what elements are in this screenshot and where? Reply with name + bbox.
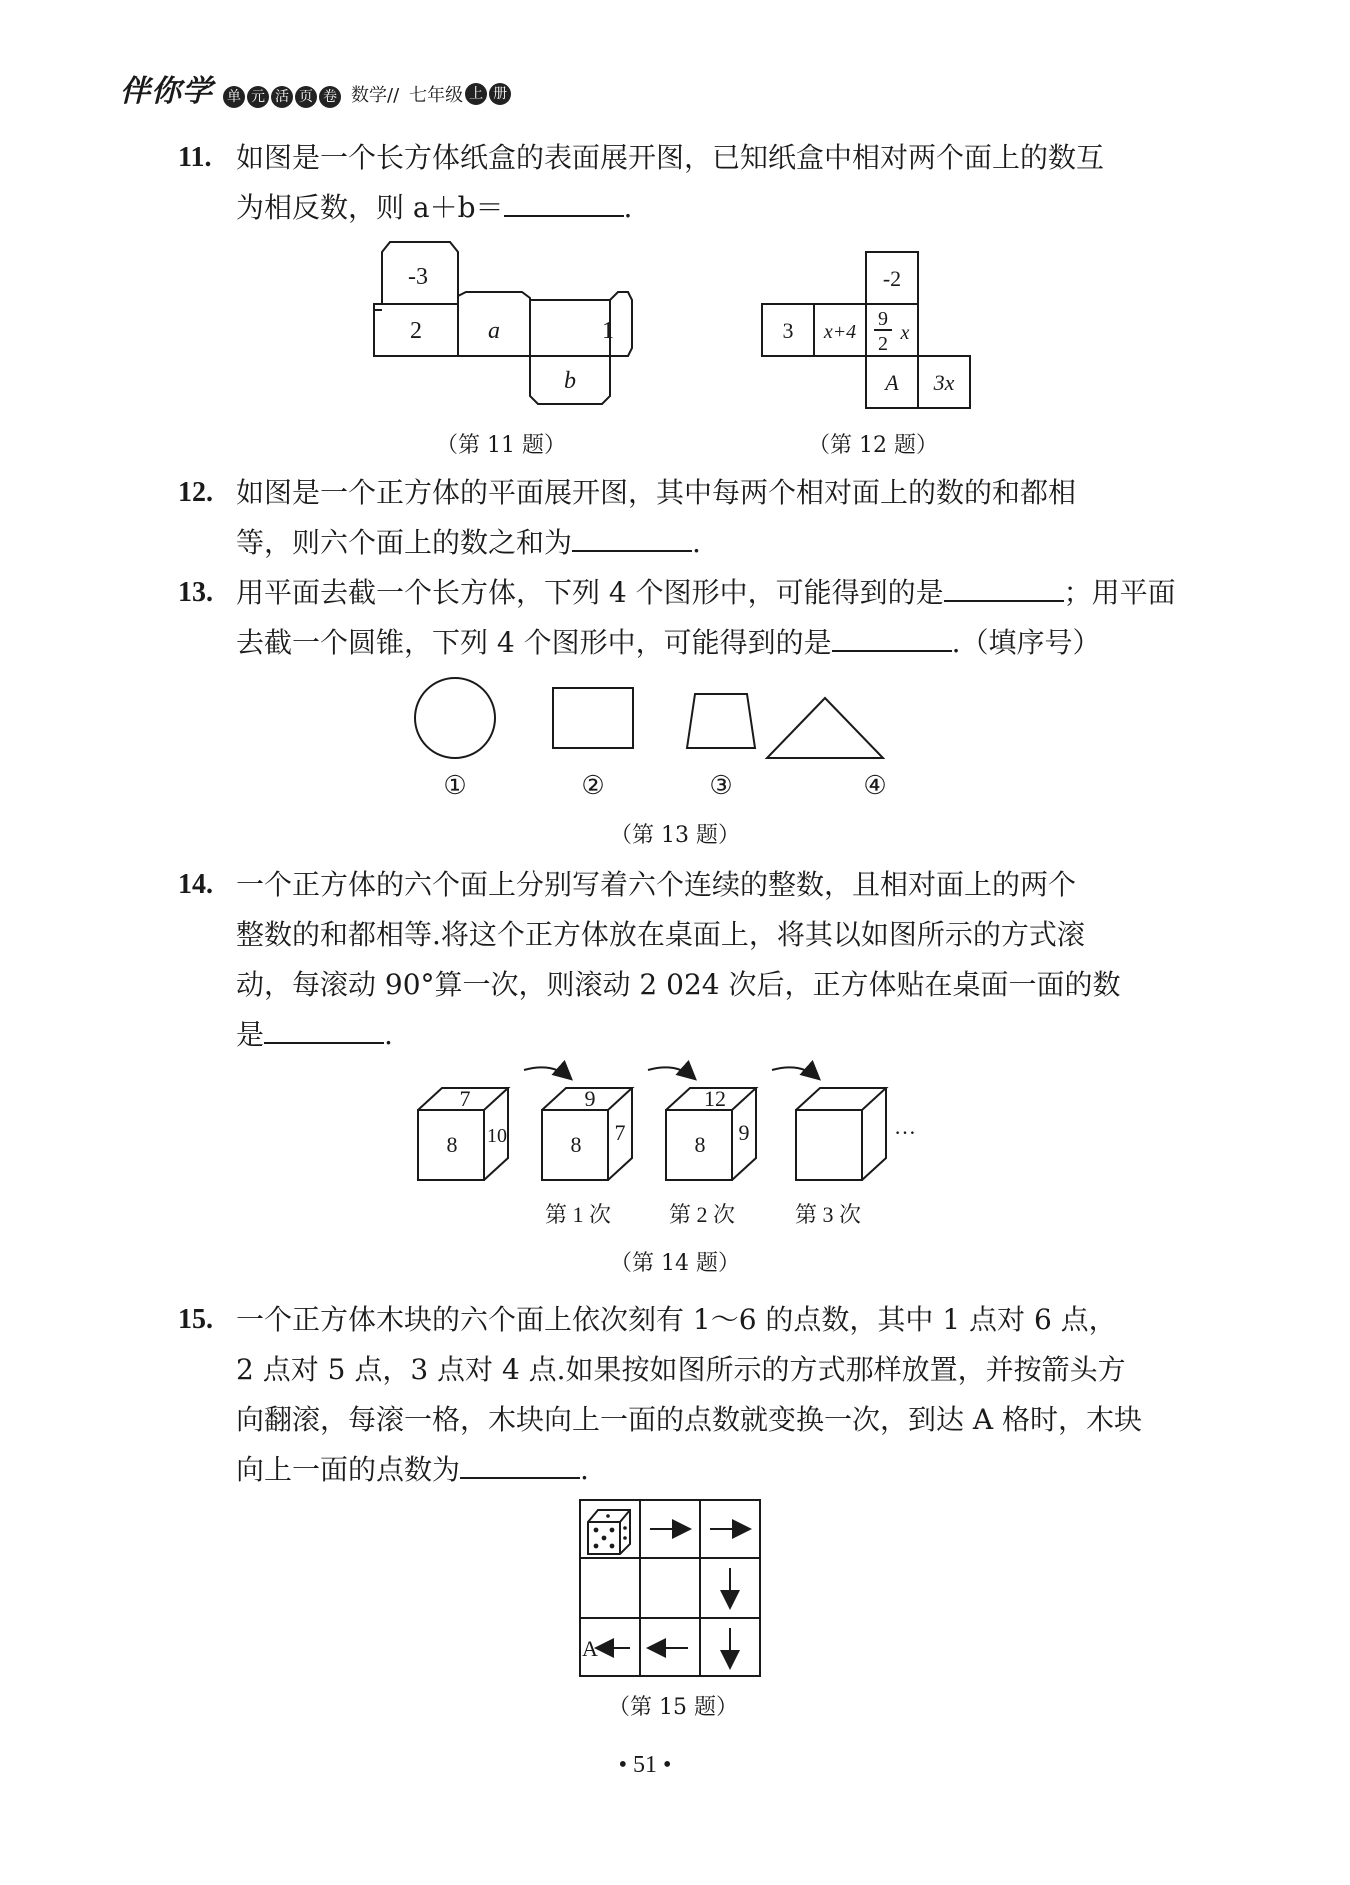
text-fragment: . [384, 1018, 393, 1051]
question-12 [178, 468, 1178, 568]
text-fragment: 是 [236, 1018, 265, 1051]
figure-14-rolling-cubes [410, 1056, 940, 1236]
answer-blank[interactable] [504, 187, 624, 217]
cube-top-number: 12 [704, 1086, 726, 1111]
answer-blank[interactable] [572, 522, 692, 552]
series-char: 单 [223, 86, 245, 108]
cube-front-number: 8 [446, 1132, 458, 1157]
cube-side-number: 10 [487, 1125, 507, 1147]
answer-blank[interactable] [944, 572, 1064, 602]
question-15 [178, 1295, 1178, 1495]
question-number: 14. [178, 869, 213, 900]
question-number: 13. [178, 577, 213, 608]
face-label: b [564, 368, 576, 394]
question-text [236, 568, 1178, 668]
cube-front-number: 8 [694, 1132, 706, 1157]
text-line [236, 568, 1178, 618]
face-label: -2 [882, 266, 902, 291]
shape-label: ④ [863, 771, 887, 800]
subject-label: 数学// [351, 85, 400, 106]
figure-caption: （第 14 题） [610, 1251, 740, 1276]
face-label: 3 [782, 318, 794, 343]
question-number: 12. [178, 477, 213, 508]
fraction-numerator: 9 [878, 308, 888, 330]
shape-label: ② [581, 771, 605, 800]
figure-13-shapes [405, 676, 945, 806]
text-line [236, 1445, 1178, 1495]
question-number: 15. [178, 1304, 213, 1335]
text-fragment: 向上一面的点数为 [236, 1453, 461, 1486]
question-text [236, 860, 1178, 1060]
face-label: 1 [602, 318, 614, 344]
text-line: 整数的和都相等.将这个正方体放在桌面上，将其以如图所示的方式滚 [236, 918, 1085, 951]
text-fragment: . [692, 526, 701, 559]
grade-text: 七年级 [409, 85, 464, 106]
figure-caption: （第 13 题） [610, 823, 740, 848]
roll-arrow-icon [772, 1067, 818, 1078]
shape-label: ① [443, 771, 467, 800]
text-line [236, 183, 1178, 233]
roll-label: 第 2 次 [668, 1202, 736, 1227]
roll-label: 第 1 次 [544, 1202, 612, 1227]
roll-arrow-icon [524, 1067, 570, 1078]
text-fragment: 用平面去截一个长方体，下列 4 个图形中，可能得到的是 [236, 576, 944, 609]
text-line [236, 518, 1178, 568]
volume-suffix-badge: 册 [489, 83, 511, 105]
question-11 [178, 133, 1178, 233]
face-label: -3 [408, 264, 428, 290]
series-badges [223, 86, 341, 108]
roll-label: 第 3 次 [794, 1202, 862, 1227]
fraction-variable: x [900, 322, 910, 344]
grid-border [580, 1500, 760, 1676]
shape-label: ③ [709, 771, 733, 800]
cube-top-number: 7 [459, 1086, 471, 1111]
roll-arrow-icon [648, 1067, 694, 1078]
text-fragment: .（填序号） [951, 626, 1101, 659]
page-number: • 51 • [618, 1752, 672, 1778]
fraction-denominator: 2 [878, 333, 888, 355]
text-fragment: ；用平面 [1063, 576, 1176, 609]
answer-blank[interactable] [264, 1014, 384, 1044]
text-fragment: . [623, 191, 633, 224]
text-line: 如图是一个长方体纸盒的表面展开图，已知纸盒中相对两个面上的数互 [236, 141, 1105, 174]
series-char: 页 [295, 86, 317, 108]
grade-label [409, 81, 511, 107]
question-text [236, 133, 1178, 233]
cube-side-number: 7 [614, 1120, 626, 1145]
text-line: 动，每滚动 90°算一次，则滚动 2 024 次后，正方体贴在桌面一面的数 [236, 968, 1121, 1001]
question-text [236, 468, 1178, 568]
face-label: x+4 [823, 321, 857, 343]
square-shape [553, 688, 633, 748]
target-cell-label: A [582, 1636, 598, 1661]
triangle-shape [767, 698, 883, 758]
series-char: 活 [271, 86, 293, 108]
brand-title: 伴你学 [120, 74, 213, 109]
question-number: 11. [178, 142, 212, 173]
text-line: 2 点对 5 点，3 点对 4 点.如果按如图所示的方式那样放置，并按箭头方 [236, 1353, 1126, 1386]
face-label: A [885, 370, 899, 395]
question-14 [178, 860, 1178, 1060]
face-label: 3x [933, 370, 955, 395]
answer-blank[interactable] [460, 1449, 580, 1479]
text-line: 一个正方体木块的六个面上依次刻有 1～6 的点数，其中 1 点对 6 点， [236, 1303, 1117, 1336]
text-fragment: . [580, 1453, 589, 1486]
text-line: 向翻滚，每滚一格，木块向上一面的点数就变换一次，到达 A 格时，木块 [236, 1403, 1143, 1436]
page-header [120, 66, 511, 110]
cube [796, 1088, 886, 1180]
text-fragment: 为相反数，则 a＋b＝ [236, 191, 504, 224]
series-char: 元 [247, 86, 269, 108]
circle-shape [415, 678, 495, 758]
cube-front-number: 8 [570, 1132, 582, 1157]
text-line: 如图是一个正方体的平面展开图，其中每两个相对面上的数的和都相 [236, 476, 1077, 509]
text-fragment: 等，则六个面上的数之和为 [236, 526, 573, 559]
ellipsis: … [894, 1114, 916, 1139]
question-text [236, 1295, 1178, 1495]
text-line [236, 618, 1178, 668]
dice-icon [588, 1510, 630, 1554]
cube-top-number: 9 [584, 1086, 596, 1111]
face-label: 2 [410, 318, 422, 344]
text-fragment: 去截一个圆锥，下列 4 个图形中，可能得到的是 [236, 626, 832, 659]
figure-12-cube-net [758, 250, 990, 418]
figure-11-cuboid-net [370, 238, 650, 418]
volume-badge: 上 [465, 83, 487, 105]
text-line [236, 1010, 1178, 1060]
net-face [530, 300, 610, 356]
figure-15-grid [578, 1498, 768, 1680]
figure-caption: （第 15 题） [608, 1695, 738, 1720]
question-13 [178, 568, 1178, 668]
face-label: a [488, 318, 500, 344]
trapezoid-shape [687, 694, 755, 748]
text-line: 一个正方体的六个面上分别写着六个连续的整数，且相对面上的两个 [236, 868, 1077, 901]
series-char: 卷 [319, 86, 341, 108]
figure-caption: （第 11 题） [436, 433, 566, 458]
answer-blank[interactable] [832, 622, 952, 652]
cube-side-number: 9 [738, 1120, 750, 1145]
figure-caption: （第 12 题） [808, 433, 938, 458]
